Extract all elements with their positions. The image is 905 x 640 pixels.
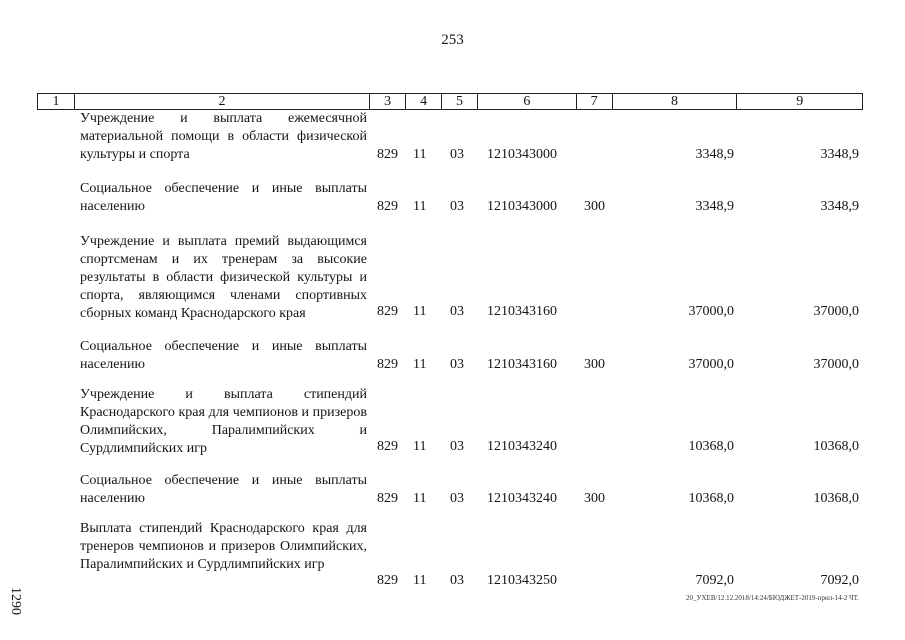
row-ministry-code: 829	[377, 357, 398, 372]
header-col-2: 2	[75, 94, 370, 109]
row-subsection: 03	[450, 199, 464, 214]
row-description: Учреждение и выплата ежемесячной материальной помощи в области физической культуры и спорта	[80, 111, 367, 162]
table-header	[37, 93, 863, 110]
row-expense-type: 300	[584, 199, 605, 214]
header-col-8: 8	[613, 94, 738, 109]
row-amount-col8: 37000,0	[688, 304, 734, 319]
row-expense-type: 300	[584, 491, 605, 506]
page-number: 253	[441, 32, 464, 48]
header-col-9: 9	[796, 94, 804, 109]
row-amount-col8: 37000,0	[688, 357, 734, 372]
header-col-6: 6	[478, 94, 577, 109]
row-amount-col9: 3348,9	[820, 147, 859, 162]
row-ministry-code: 829	[377, 147, 398, 162]
row-amount-col9: 37000,0	[813, 357, 859, 372]
row-subsection: 03	[450, 439, 464, 454]
row-amount-col8: 3348,9	[695, 199, 734, 214]
header-col-1: 1	[38, 94, 75, 109]
row-amount-col8: 7092,0	[695, 573, 734, 588]
row-target-code: 1210343160	[487, 357, 557, 372]
row-target-code: 1210343000	[487, 199, 557, 214]
row-amount-col9: 10368,0	[813, 439, 859, 454]
row-amount-col8: 3348,9	[695, 147, 734, 162]
header-col-5: 5	[442, 94, 478, 109]
header-col-7: 7	[577, 94, 613, 109]
header-col-3: 3	[370, 94, 406, 109]
row-amount-col9: 3348,9	[820, 199, 859, 214]
row-subsection: 03	[450, 491, 464, 506]
row-ministry-code: 829	[377, 573, 398, 588]
row-target-code: 1210343000	[487, 147, 557, 162]
footer-document-code: 20_УХЕВ/12.12.2018/14:24/БЮДЖЕТ-2019-прил-14-2 ЧТ.	[686, 594, 859, 602]
row-ministry-code: 829	[377, 491, 398, 506]
row-section: 11	[413, 439, 427, 454]
row-target-code: 1210343160	[487, 304, 557, 319]
row-amount-col9: 7092,0	[820, 573, 859, 588]
row-description: Учреждение и выплата стипендий Краснодарского края для чемпионов и призеров Олимпийских, Паралимпийских и Сурдлимпийских игр	[80, 387, 367, 456]
row-amount-col9: 10368,0	[813, 491, 859, 506]
row-section: 11	[413, 491, 427, 506]
row-expense-type: 300	[584, 357, 605, 372]
row-section: 11	[413, 199, 427, 214]
row-section: 11	[413, 573, 427, 588]
row-amount-col8: 10368,0	[688, 439, 734, 454]
header-col-4: 4	[406, 94, 442, 109]
row-target-code: 1210343250	[487, 573, 557, 588]
row-amount-col9: 37000,0	[813, 304, 859, 319]
row-description: Социальное обеспечение и иные выплаты населению	[80, 473, 367, 506]
row-description: Социальное обеспечение и иные выплаты населению	[80, 339, 367, 372]
row-section: 11	[413, 147, 427, 162]
row-target-code: 1210343240	[487, 491, 557, 506]
row-description: Учреждение и выплата премий выдающимся спортсменам и их тренерам за высокие результаты в области физической культуры и спорта, являющимся членами спортивных сборных команд Краснодарского края	[80, 234, 367, 321]
row-subsection: 03	[450, 573, 464, 588]
row-amount-col8: 10368,0	[688, 491, 734, 506]
row-ministry-code: 829	[377, 199, 398, 214]
row-description: Выплата стипендий Краснодарского края для тренеров чемпионов и призеров Олимпийских, Паралимпийских и Сурдлимпийских игр	[80, 521, 367, 572]
side-page-number: 1290	[8, 587, 23, 615]
row-section: 11	[413, 357, 427, 372]
row-description: Социальное обеспечение и иные выплаты населению	[80, 181, 367, 214]
row-ministry-code: 829	[377, 304, 398, 319]
row-subsection: 03	[450, 304, 464, 319]
row-section: 11	[413, 304, 427, 319]
row-ministry-code: 829	[377, 439, 398, 454]
row-subsection: 03	[450, 147, 464, 162]
row-subsection: 03	[450, 357, 464, 372]
row-target-code: 1210343240	[487, 439, 557, 454]
